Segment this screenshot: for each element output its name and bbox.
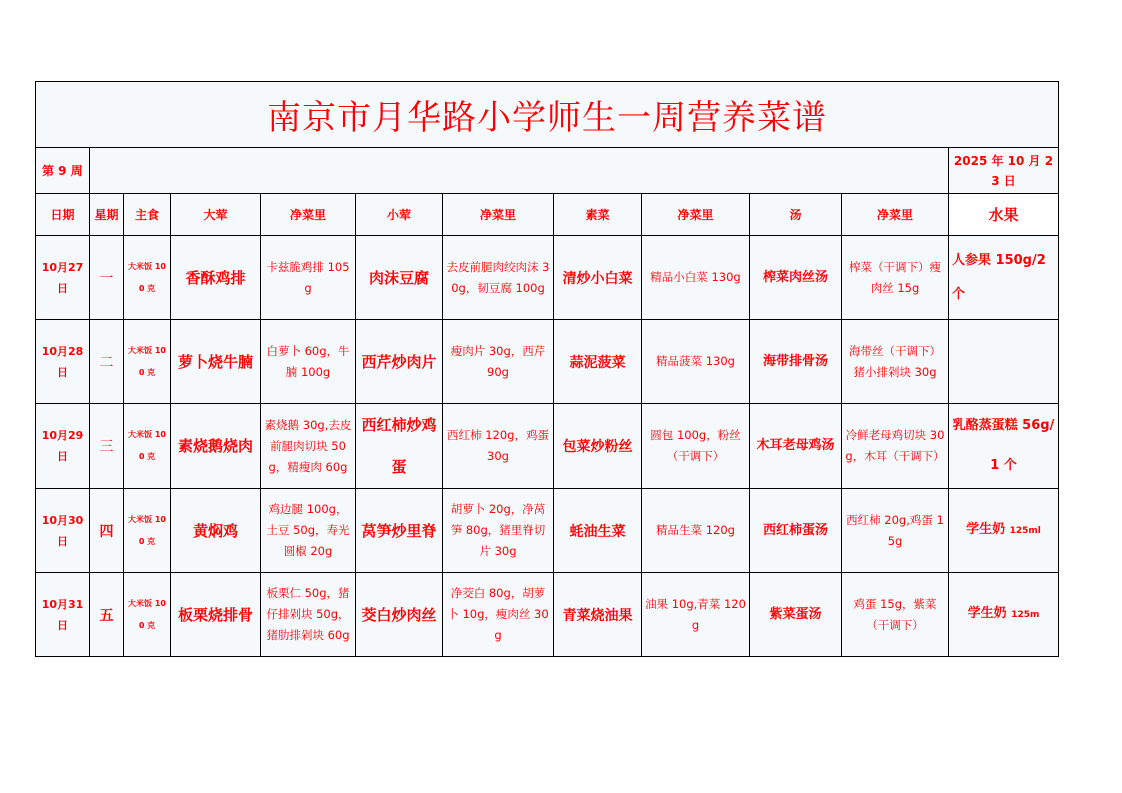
column-header-row (36, 194, 1059, 236)
row-staple: 大米饭 100 克 (124, 236, 171, 320)
fruit-unit: 125ml (1009, 526, 1041, 536)
row-veg: 青菜烧油果 (554, 573, 642, 657)
row-side-net: 净茭白 80g，胡萝卜 10g，瘦肉丝 30g (443, 573, 554, 657)
row-veg-net: 精品生菜 120g (642, 489, 750, 573)
row-staple: 大米饭 100 克 (124, 489, 171, 573)
row-veg-net: 精品菠菜 130g (642, 320, 750, 404)
row-veg: 清炒小白菜 (554, 236, 642, 320)
row-side-net: 胡萝卜 20g，净莴笋 80g，猪里脊切片 30g (443, 489, 554, 573)
row-soup: 紫菜蛋汤 (750, 573, 842, 657)
table-row (36, 489, 1059, 573)
row-veg: 蒜泥菠菜 (554, 320, 642, 404)
row-soup: 榨菜肉丝汤 (750, 236, 842, 320)
table-row (36, 573, 1059, 657)
row-weekday: 四 (90, 489, 124, 573)
row-fruit: 乳酪蒸蛋糕 56g/1 个 (949, 404, 1059, 489)
row-main-net: 卡兹脆鸡排 105g (261, 236, 356, 320)
header-veg: 素菜 (554, 194, 642, 236)
row-fruit (949, 573, 1059, 657)
row-side-dish: 肉沫豆腐 (356, 236, 443, 320)
row-soup: 木耳老母鸡汤 (750, 404, 842, 489)
table-row (36, 404, 1059, 489)
row-side-net: 瘦肉片 30g，西芹 90g (443, 320, 554, 404)
header-date: 日期 (36, 194, 90, 236)
row-main-net: 白萝卜 60g，牛腩 100g (261, 320, 356, 404)
row-soup: 海带排骨汤 (750, 320, 842, 404)
issue-date: 2025 年 10 月 23 日 (949, 148, 1059, 194)
fruit-name: 学生奶 (966, 522, 1006, 537)
header-side-net: 净菜里 (443, 194, 554, 236)
blank-info-cell (90, 148, 949, 194)
table-row (36, 236, 1059, 320)
fruit-unit: 125m (1011, 610, 1040, 620)
row-veg: 蚝油生菜 (554, 489, 642, 573)
row-weekday: 五 (90, 573, 124, 657)
row-side-net: 去皮前腿肉绞肉沫 30g，韧豆腐 100g (443, 236, 554, 320)
row-fruit: 人参果 150g/2 个 (949, 236, 1059, 320)
row-staple: 大米饭 100 克 (124, 404, 171, 489)
row-fruit (949, 489, 1059, 573)
row-staple: 大米饭 100 克 (124, 320, 171, 404)
row-main-net: 素烧鹅 30g,去皮前腿肉切块 50g，精瘦肉 60g (261, 404, 356, 489)
header-soup-net: 净菜里 (842, 194, 949, 236)
week-number: 第 9 周 (36, 148, 90, 194)
row-soup-net: 榨菜（干调下）瘦肉丝 15g (842, 236, 949, 320)
row-main-net: 鸡边腿 100g，土豆 50g，寿光圆椒 20g (261, 489, 356, 573)
header-veg-net: 净菜里 (642, 194, 750, 236)
row-veg: 包菜炒粉丝 (554, 404, 642, 489)
row-main-dish: 板栗烧排骨 (171, 573, 261, 657)
header-staple: 主食 (124, 194, 171, 236)
row-date: 10月30日 (36, 489, 90, 573)
row-veg-net: 圆包 100g，粉丝（干调下） (642, 404, 750, 489)
row-fruit (949, 320, 1059, 404)
table-row (36, 320, 1059, 404)
row-main-dish: 黄焖鸡 (171, 489, 261, 573)
row-soup-net: 海带丝（干调下）猪小排剁块 30g (842, 320, 949, 404)
row-soup-net: 西红柿 20g,鸡蛋 15g (842, 489, 949, 573)
row-date: 10月28日 (36, 320, 90, 404)
row-veg-net: 精品小白菜 130g (642, 236, 750, 320)
row-main-dish: 萝卜烧牛腩 (171, 320, 261, 404)
row-date: 10月31日 (36, 573, 90, 657)
row-veg-net: 油果 10g,青菜 120g (642, 573, 750, 657)
header-fruit: 水果 (949, 194, 1059, 236)
row-date: 10月27日 (36, 236, 90, 320)
row-main-net: 板栗仁 50g，猪仔排剁块 50g，猪肋排剁块 60g (261, 573, 356, 657)
row-side-dish: 西红柿炒鸡蛋 (356, 404, 443, 489)
row-side-dish: 西芹炒肉片 (356, 320, 443, 404)
row-side-dish: 莴笋炒里脊 (356, 489, 443, 573)
row-main-dish: 香酥鸡排 (171, 236, 261, 320)
row-date: 10月29日 (36, 404, 90, 489)
row-side-dish: 茭白炒肉丝 (356, 573, 443, 657)
row-soup: 西红柿蛋汤 (750, 489, 842, 573)
row-main-dish: 素烧鹅烧肉 (171, 404, 261, 489)
fruit-name: 学生奶 (967, 606, 1007, 621)
header-side-dish: 小荤 (356, 194, 443, 236)
header-soup: 汤 (750, 194, 842, 236)
header-main-net: 净菜里 (261, 194, 356, 236)
row-soup-net: 鸡蛋 15g，紫菜（干调下） (842, 573, 949, 657)
row-weekday: 二 (90, 320, 124, 404)
row-soup-net: 冷鲜老母鸡切块 30g，木耳（干调下） (842, 404, 949, 489)
row-weekday: 三 (90, 404, 124, 489)
row-weekday: 一 (90, 236, 124, 320)
header-weekday: 星期 (90, 194, 124, 236)
page-title: 南京市月华路小学师生一周营养菜谱 (36, 82, 1059, 148)
weekly-menu-table (35, 81, 1059, 657)
header-main-dish: 大荤 (171, 194, 261, 236)
row-side-net: 西红柿 120g，鸡蛋 30g (443, 404, 554, 489)
row-staple: 大米饭 100 克 (124, 573, 171, 657)
